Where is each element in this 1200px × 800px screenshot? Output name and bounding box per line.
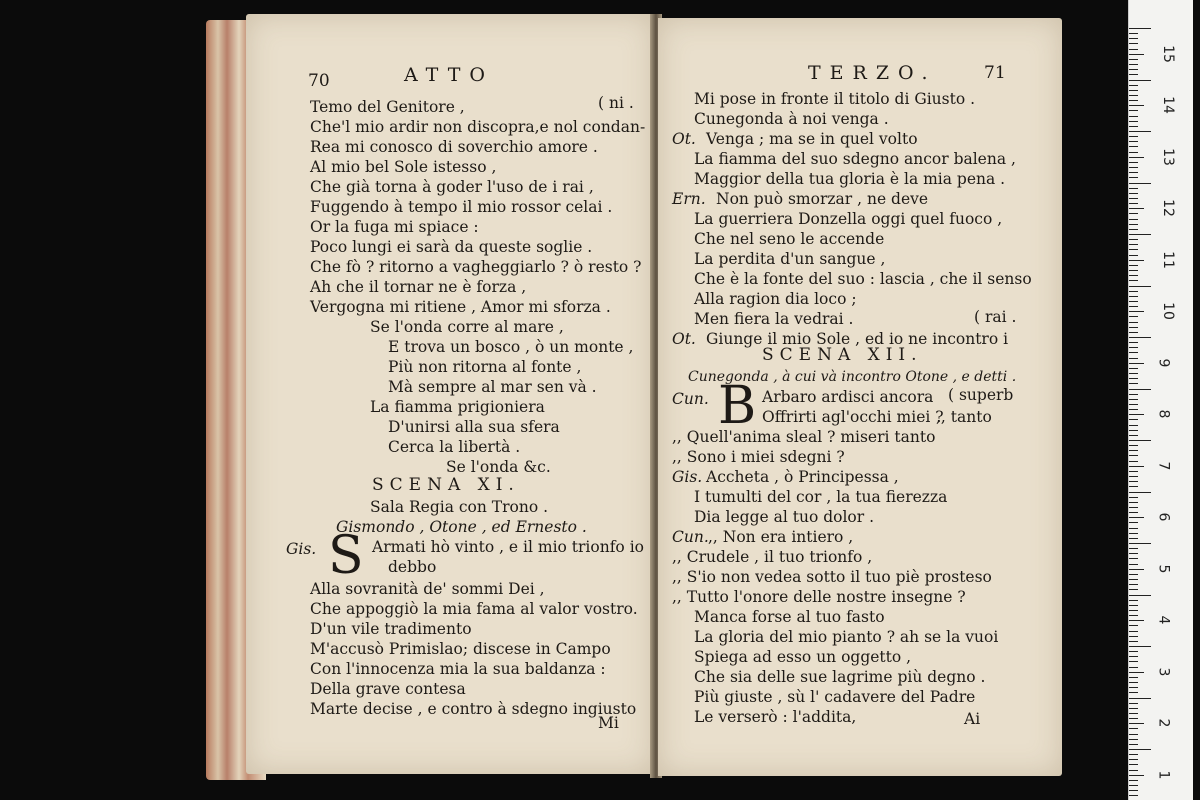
ruler-tick [1129,620,1144,621]
ruler-tick [1129,358,1138,359]
text-line: La perdita d'un sangue , [694,250,886,268]
ruler-tick [1129,389,1151,390]
ruler-tick [1129,517,1144,518]
ruler-tick [1129,38,1138,39]
ruler-tick [1129,734,1138,735]
ruler-number: 13 [1159,147,1176,166]
ruler-tick [1129,471,1138,472]
catchword: Mi [598,714,619,732]
ruler-number: 1 [1155,770,1172,780]
ruler-tick [1129,327,1138,328]
ruler-tick [1129,69,1138,70]
ruler-tick [1129,80,1151,81]
text-line: ,, Crudele , il tuo trionfo , [672,548,873,566]
ruler-tick [1129,476,1138,477]
text-line: Al mio bel Sole istesso , [310,158,497,176]
ruler-tick [1129,553,1138,554]
catchword: Ai [964,710,981,728]
ruler-tick [1129,497,1138,498]
ruler-number: 9 [1155,358,1172,368]
ruler-tick [1129,249,1138,250]
ruler-tick [1129,481,1138,482]
ruler-tick [1129,43,1138,44]
ruler-tick [1129,131,1151,132]
ruler-tick [1129,600,1138,601]
text-line: Alla ragion dia loco ; [694,290,857,308]
text-line: Che'l mio ardir non discopra,e nol condan- [310,118,646,136]
ruler-tick [1129,244,1138,245]
ruler-tick [1129,795,1138,796]
ruler-tick [1129,610,1138,611]
ruler-tick [1129,440,1151,441]
ruler-tick [1129,177,1138,178]
ruler-tick [1129,255,1138,256]
scene-heading: SCENA XI. [372,475,520,495]
ruler-tick [1129,425,1138,426]
ruler-tick [1129,162,1138,163]
ruler-number: 3 [1155,667,1172,677]
ruler-tick [1129,342,1138,343]
ruler-tick [1129,33,1138,34]
ruler-tick [1129,718,1138,719]
ruler-tick [1129,558,1138,559]
ruler-tick [1129,533,1138,534]
text-line: Ah che il tornar ne è forza , [310,278,527,296]
ruler-tick [1129,95,1138,96]
ruler-tick [1129,548,1138,549]
ruler-number: 11 [1159,250,1176,269]
page-number: 70 [308,71,330,91]
text-line: Arbaro ardisci ancora [762,388,934,406]
ruler-tick [1129,615,1138,616]
text-line: La gloria del mio pianto ? ah se la vuoi [694,628,999,646]
ruler-tick [1129,270,1138,271]
ruler-tick [1129,754,1138,755]
ruler-tick [1129,492,1151,493]
text-line: Che è la fonte del suo : lascia , che il senso [694,270,1032,288]
ruler-tick [1129,301,1138,302]
measuring-ruler [1128,0,1193,800]
speaker-label: Ot. [672,130,696,148]
ruler-tick [1129,64,1138,65]
text-line: D'un vile tradimento [310,620,472,638]
ruler-tick [1129,141,1138,142]
ruler-tick [1129,584,1138,585]
ruler-tick [1129,538,1138,539]
ruler-tick [1129,749,1151,750]
ruler-tick [1129,332,1138,333]
ruler-tick [1129,152,1138,153]
ruler-tick [1129,322,1138,323]
text-line: Accheta , ò Principessa , [706,468,899,486]
ruler-tick [1129,54,1144,55]
text-line: Più giuste , sù l' cadavere del Padre [694,688,976,706]
ruler-tick [1129,394,1138,395]
ruler-tick [1129,455,1138,456]
ruler-tick [1129,708,1138,709]
ruler-tick [1129,703,1138,704]
ruler-tick [1129,172,1138,173]
text-line: Rea mi conosco di soverchio amore . [310,138,598,156]
ruler-tick [1129,739,1138,740]
ruler-tick [1129,414,1144,415]
text-line: D'unirsi alla sua sfera [388,418,560,436]
ruler-number: 2 [1155,718,1172,728]
ruler-number: 10 [1159,302,1176,321]
ruler-tick [1129,677,1138,678]
ruler-tick [1129,605,1138,606]
ruler-tick [1129,770,1138,771]
text-line: I tumulti del cor , la tua fierezza [694,488,948,506]
ruler-tick [1129,146,1138,147]
ruler-tick [1129,49,1138,50]
ruler-number: 4 [1155,615,1172,625]
text-line: Fuggendo à tempo il mio rossor celai . [310,198,613,216]
text-line: Or la fuga mi spiace : [310,218,479,236]
text-line: Giunge il mio Sole , ed io ne incontro i [706,330,1009,348]
text-line: Temo del Genitore , [310,98,465,116]
ruler-tick [1129,728,1138,729]
ruler-number: 7 [1155,461,1172,471]
ruler-tick [1129,723,1144,724]
ruler-tick [1129,641,1138,642]
ruler-tick [1129,280,1138,281]
ruler-number: 5 [1155,564,1172,574]
stage-direction: Sala Regia con Trono . [370,498,549,516]
ruler-tick [1129,378,1138,379]
text-line: Le verserò : l'addita, [694,708,857,726]
ruler-tick [1129,502,1138,503]
text-line: ,, Non era intiero , [708,528,854,546]
drop-cap: S [328,526,364,586]
text-line: Se l'onda corre al mare , [370,318,564,336]
ruler-number: 14 [1159,96,1176,115]
ruler-tick [1129,507,1138,508]
ruler-tick [1129,100,1138,101]
ruler-tick [1129,785,1138,786]
text-line: Men fiera la vedrai . [694,310,854,328]
ruler-tick [1129,90,1138,91]
ruler-tick [1129,543,1151,544]
ruler-tick [1129,579,1138,580]
speaker-label: Cun. [672,528,709,546]
ruler-tick [1129,373,1138,374]
ruler-tick [1129,430,1138,431]
ruler-tick [1129,713,1138,714]
ruler-tick [1129,780,1138,781]
speaker-label: Ot. [672,330,696,348]
ruler-tick [1129,234,1151,235]
ruler-tick [1129,352,1138,353]
ruler-tick [1129,512,1138,513]
ruler-tick [1129,672,1144,673]
ruler-tick [1129,296,1138,297]
text-line: E trova un bosco , ò un monte , [388,338,634,356]
running-header: ATTO [404,64,494,86]
ruler-tick [1129,651,1138,652]
text-line: Marte decise , e contro à sdegno ingiusto [310,700,637,718]
text-line: Offrirti agl'occhi miei ? [762,408,944,426]
ruler-tick [1129,74,1138,75]
drop-cap: B [718,376,757,436]
text-line: Poco lungi ei sarà da queste soglie . [310,238,593,256]
text-line: ,, Tutto l'onore delle nostre insegne ? [672,588,966,606]
ruler-tick [1129,399,1138,400]
character-list: Cunegonda , à cui và incontro Otone , e detti . [688,369,1017,385]
text-line: Della grave contesa [310,680,466,698]
ruler-tick [1129,224,1138,225]
text-line: ,, S'io non vedea sotto il tuo piè prostesο [672,568,992,586]
text-line: La fiamma del suo sdegno ancor balena , [694,150,1016,168]
ruler-tick [1129,306,1138,307]
ruler-number: 8 [1155,409,1172,419]
ruler-tick [1129,564,1138,565]
ruler-tick [1129,636,1138,637]
text-line: La fiamma prigioniera [370,398,545,416]
ruler-tick [1129,213,1138,214]
text-line: ( ni . [598,94,634,112]
ruler-tick [1129,486,1138,487]
ruler-tick [1129,136,1138,137]
speaker-label: Cun. [672,390,709,408]
open-book [206,14,1066,780]
ruler-tick [1129,198,1138,199]
text-line: debbo [388,558,437,576]
ruler-tick [1129,311,1144,312]
scene-heading: SCENA XII. [762,345,923,365]
text-line: Armati hò vinto , e il mio trionfo io [372,538,644,556]
text-line: ,, Sono i miei sdegni ? [672,448,845,466]
ruler-tick [1129,759,1138,760]
text-line: Se l'onda &c. [446,458,551,476]
ruler-tick [1129,126,1138,127]
ruler-tick [1129,286,1151,287]
ruler-tick [1129,229,1138,230]
ruler-tick [1129,631,1138,632]
text-line: Che sia delle sue lagrime più degno . [694,668,986,686]
text-line: Mi pose in fronte il titolo di Giusto . [694,90,976,108]
text-line: ( superb [948,386,1014,404]
ruler-tick [1129,661,1138,662]
ruler-tick [1129,404,1138,405]
ruler-tick [1129,363,1144,364]
speaker-label: Gis. [672,468,703,486]
ruler-tick [1129,265,1138,266]
text-line: Più non ritorna al fonte , [388,358,582,376]
text-line: Cerca la libertà . [388,438,521,456]
speaker-label: Ern. [672,190,706,208]
text-line: Maggior della tua gloria è la mia pena . [694,170,1006,188]
ruler-tick [1129,656,1138,657]
speaker-label: Gis. [286,540,317,558]
ruler-tick [1129,698,1151,699]
ruler-tick [1129,445,1138,446]
ruler-tick [1129,667,1138,668]
ruler-tick [1129,167,1138,168]
text-line: Manca forse al tuo fasto [694,608,885,626]
ruler-tick [1129,121,1138,122]
ruler-tick [1129,687,1138,688]
text-line: Che fò ? ritorno a vagheggiarlo ? ò resto ? [310,258,642,276]
text-line: ,, Quell'anima sleal ? miseri tanto [672,428,936,446]
ruler-tick [1129,383,1138,384]
ruler-tick [1129,157,1144,158]
ruler-tick [1129,28,1151,29]
text-line: ,, tanto [936,408,992,426]
character-list: Gismondo , Otone , ed Ernesto . [336,518,587,536]
page-number: 71 [984,63,1006,83]
ruler-tick [1129,744,1138,745]
ruler-tick [1129,528,1138,529]
ruler-tick [1129,682,1138,683]
text-line: Dia legge al tuo dolor . [694,508,875,526]
ruler-tick [1129,461,1138,462]
text-line: Che già torna à goder l'uso de i rai , [310,178,594,196]
ruler-tick [1129,116,1138,117]
text-line: Cunegonda à noi venga . [694,110,889,128]
text-line: Mà sempre al mar sen và . [388,378,597,396]
ruler-tick [1129,208,1144,209]
ruler-tick [1129,316,1138,317]
ruler-tick [1129,291,1138,292]
ruler-tick [1129,574,1138,575]
ruler-tick [1129,203,1138,204]
ruler-tick [1129,589,1138,590]
ruler-number: 15 [1159,44,1176,63]
ruler-tick [1129,337,1151,338]
running-header: TERZO. [808,62,937,84]
ruler-tick [1129,368,1138,369]
right-page [658,18,1062,776]
ruler-tick [1129,450,1138,451]
ruler-tick [1129,692,1138,693]
ruler-tick [1129,85,1138,86]
text-line: Spiega ad esso un oggetto , [694,648,912,666]
ruler-number: 12 [1159,199,1176,218]
ruler-tick [1129,409,1138,410]
ruler-tick [1129,569,1144,570]
ruler-tick [1129,260,1144,261]
left-page [246,14,654,774]
ruler-tick [1129,219,1138,220]
ruler-tick [1129,275,1138,276]
ruler-tick [1129,466,1144,467]
ruler-tick [1129,435,1138,436]
ruler-number: 6 [1155,512,1172,522]
ruler-tick [1129,595,1151,596]
ruler-tick [1129,105,1144,106]
ruler-tick [1129,183,1151,184]
text-line: ( rai . [974,308,1017,326]
ruler-tick [1129,522,1138,523]
ruler-tick [1129,646,1151,647]
ruler-tick [1129,625,1138,626]
ruler-tick [1129,790,1138,791]
text-line: Non può smorzar , ne deve [716,190,929,208]
text-line: Venga ; ma se in quel volto [706,130,918,148]
ruler-tick [1129,347,1138,348]
ruler-tick [1129,764,1138,765]
text-line: La guerriera Donzella oggi quel fuoco , [694,210,1003,228]
text-line: M'accusò Primislao; discese in Campo [310,640,611,658]
ruler-tick [1129,239,1138,240]
ruler-tick [1129,188,1138,189]
text-line: Che nel seno le accende [694,230,885,248]
ruler-tick [1129,110,1138,111]
ruler-tick [1129,193,1138,194]
text-line: Vergogna mi ritiene , Amor mi sforza . [310,298,611,316]
text-line: Con l'innocenza mia la sua baldanza : [310,660,606,678]
text-line: Alla sovranità de' sommi Dei , [310,580,545,598]
ruler-tick [1129,419,1138,420]
text-line: Che appoggiò la mia fama al valor vostro. [310,600,638,618]
ruler-tick [1129,59,1138,60]
ruler-tick [1129,775,1144,776]
